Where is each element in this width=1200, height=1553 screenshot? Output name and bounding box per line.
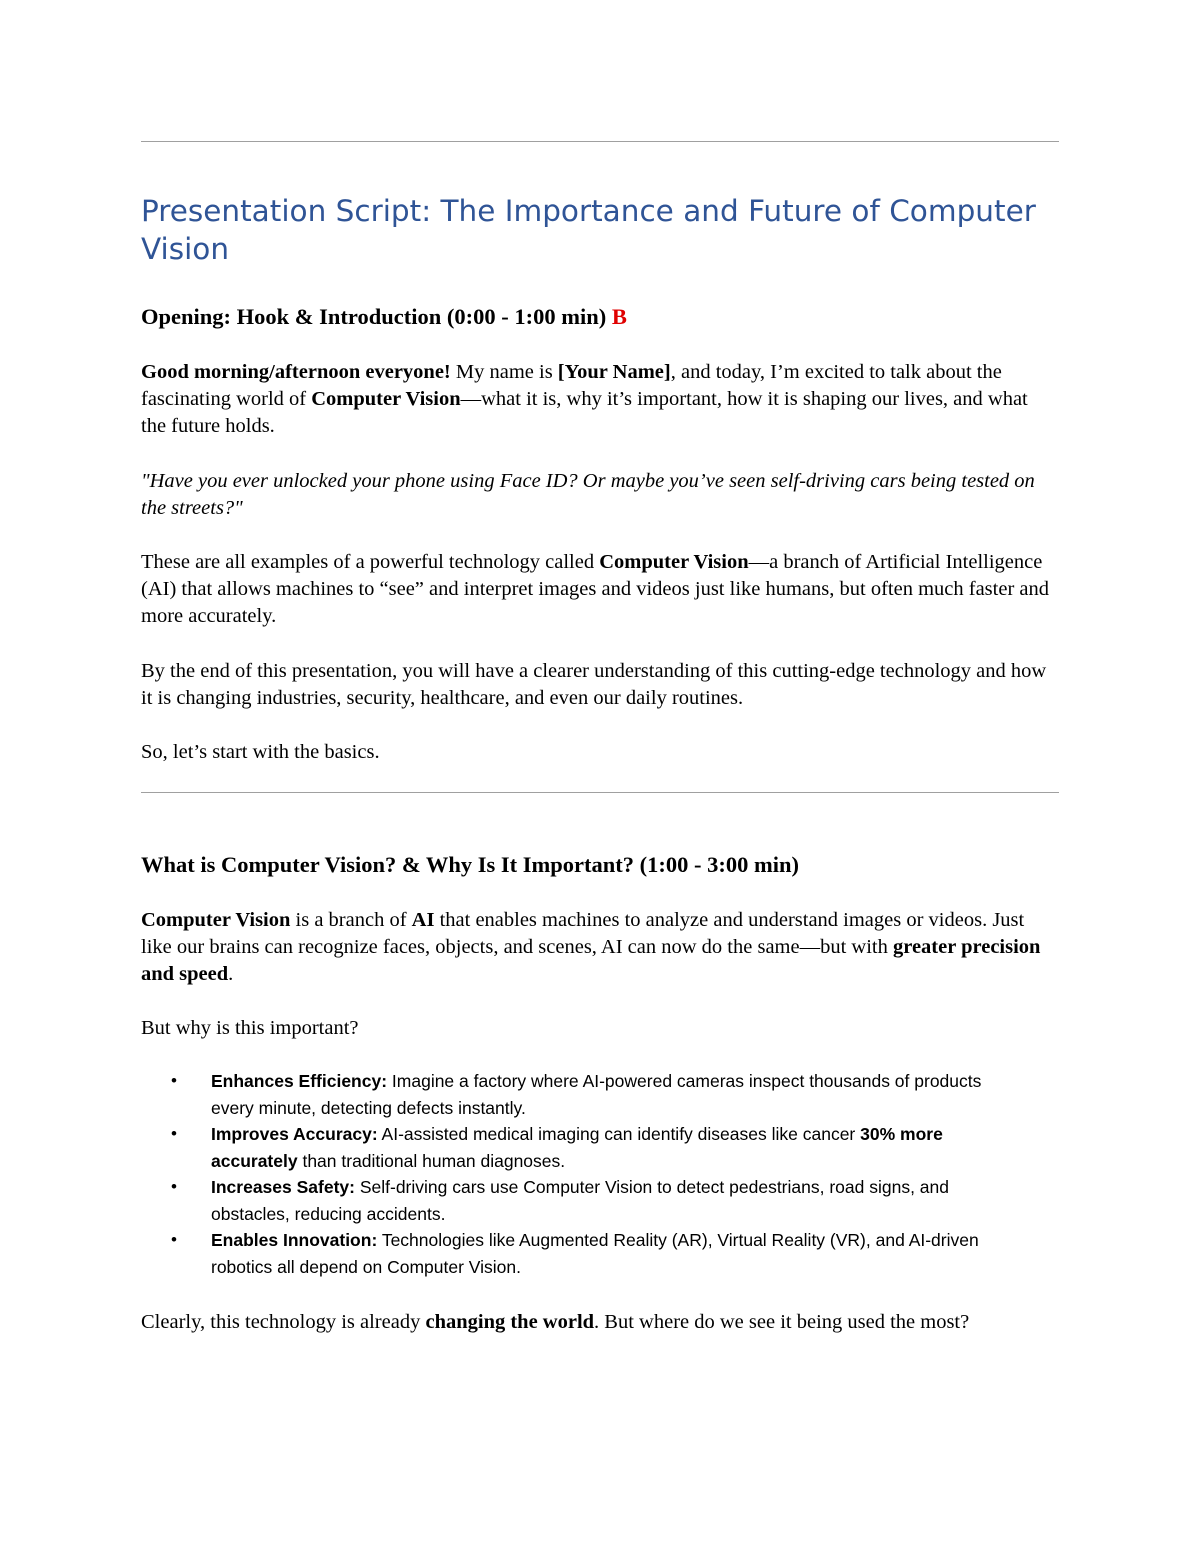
text-run: . But where do we see it being used the most? xyxy=(594,1311,970,1333)
text-run: These are all examples of a powerful technology called xyxy=(141,551,600,573)
list-item xyxy=(141,1174,1011,1227)
document-title: Presentation Script: The Importance and Future of Computer Vision xyxy=(141,194,1036,266)
text-run: —a branch of Artificial Intelligence (AI) that allows machines to “see” and interpret images and videos just like humans, but often much faster and more accurately. xyxy=(141,551,1049,628)
opening-paragraph-3: By the end of this presentation, you will have a clearer understanding of this cutting-edge technology and how it is changing industries, security, healthcare, and even our daily routines. xyxy=(141,660,1047,710)
term-computer-vision: Computer Vision xyxy=(311,388,461,411)
text-run: My name is xyxy=(450,361,558,383)
section2-heading: What is Computer Vision? & Why Is It Important? (1:00 - 3:00 min) xyxy=(141,852,799,877)
name-placeholder: [Your Name] xyxy=(557,361,671,383)
text-run: , and today, I’m excited to talk about the fascinating world of xyxy=(141,361,1002,411)
emphasis-text: changing the world xyxy=(425,1311,595,1333)
section2-paragraph-2: But why is this important? xyxy=(141,1017,359,1039)
list-item-text: Technologies like Augmented Reality (AR), Virtual Reality (VR), and AI-driven robotics all depend on Computer Vision. xyxy=(211,1230,979,1277)
text-run: —what it is, why it’s important, how it is shaping our lives, and what the future holds. xyxy=(141,388,1028,438)
opening-heading-text: Opening: Hook & Introduction (0:00 - 1:00 min) xyxy=(141,304,607,329)
term-ai: AI xyxy=(411,909,435,931)
bullet-icon: • xyxy=(171,1177,177,1196)
list-item-text: Imagine a factory where AI-powered cameras inspect thousands of products every minute, detecting defects instantly. xyxy=(211,1071,982,1118)
opening-paragraph-2 xyxy=(141,549,1051,631)
text-run: Clearly, this technology is already xyxy=(141,1311,426,1333)
term-computer-vision: Computer Vision xyxy=(141,909,291,931)
section2-paragraph-1 xyxy=(141,907,1051,989)
opening-heading xyxy=(141,303,1059,331)
emphasis-text: greater precision and speed xyxy=(141,936,1041,986)
bullet-icon: • xyxy=(171,1071,177,1090)
greeting-text: Good morning/afternoon everyone! xyxy=(141,361,451,383)
opening-paragraph-1 xyxy=(141,359,1051,441)
term-computer-vision: Computer Vision xyxy=(599,551,749,573)
importance-list xyxy=(141,1068,1059,1280)
opening-marker: B xyxy=(611,304,627,329)
opening-paragraph-4: So, let’s start with the basics. xyxy=(141,741,380,763)
text-run: is a branch of xyxy=(290,909,412,931)
list-item xyxy=(141,1227,1011,1280)
bullet-icon: • xyxy=(171,1124,177,1143)
emphasis-text: 30% more accurately xyxy=(211,1124,943,1171)
horizontal-rule xyxy=(141,141,1059,142)
list-item-text: than traditional human diagnoses. xyxy=(297,1150,566,1171)
list-item xyxy=(141,1121,1011,1174)
opening-quote xyxy=(141,468,1051,522)
list-item-text: AI-assisted medical imaging can identify diseases like cancer xyxy=(377,1124,861,1144)
list-item xyxy=(141,1068,1011,1121)
section2-closing xyxy=(141,1309,1051,1336)
list-item-label: Improves Accuracy: xyxy=(211,1124,378,1144)
bullet-icon: • xyxy=(171,1230,177,1249)
horizontal-rule xyxy=(141,792,1059,793)
list-item-text: Self-driving cars use Computer Vision to detect pedestrians, road signs, and obstacles, reducing accidents. xyxy=(211,1177,950,1224)
quote-text: "Have you ever unlocked your phone using Face ID? Or maybe you’ve seen self-driving cars being tested on the streets?" xyxy=(141,470,1035,520)
text-run: . xyxy=(228,963,234,986)
list-item-label: Enhances Efficiency: xyxy=(211,1071,388,1091)
list-item-label: Enables Innovation: xyxy=(211,1230,378,1250)
list-item-label: Increases Safety: xyxy=(211,1177,355,1197)
text-run: that enables machines to analyze and understand images or videos. Just like our brains can recognize faces, objects, and scenes, AI can now do the same—but with xyxy=(141,909,1025,959)
